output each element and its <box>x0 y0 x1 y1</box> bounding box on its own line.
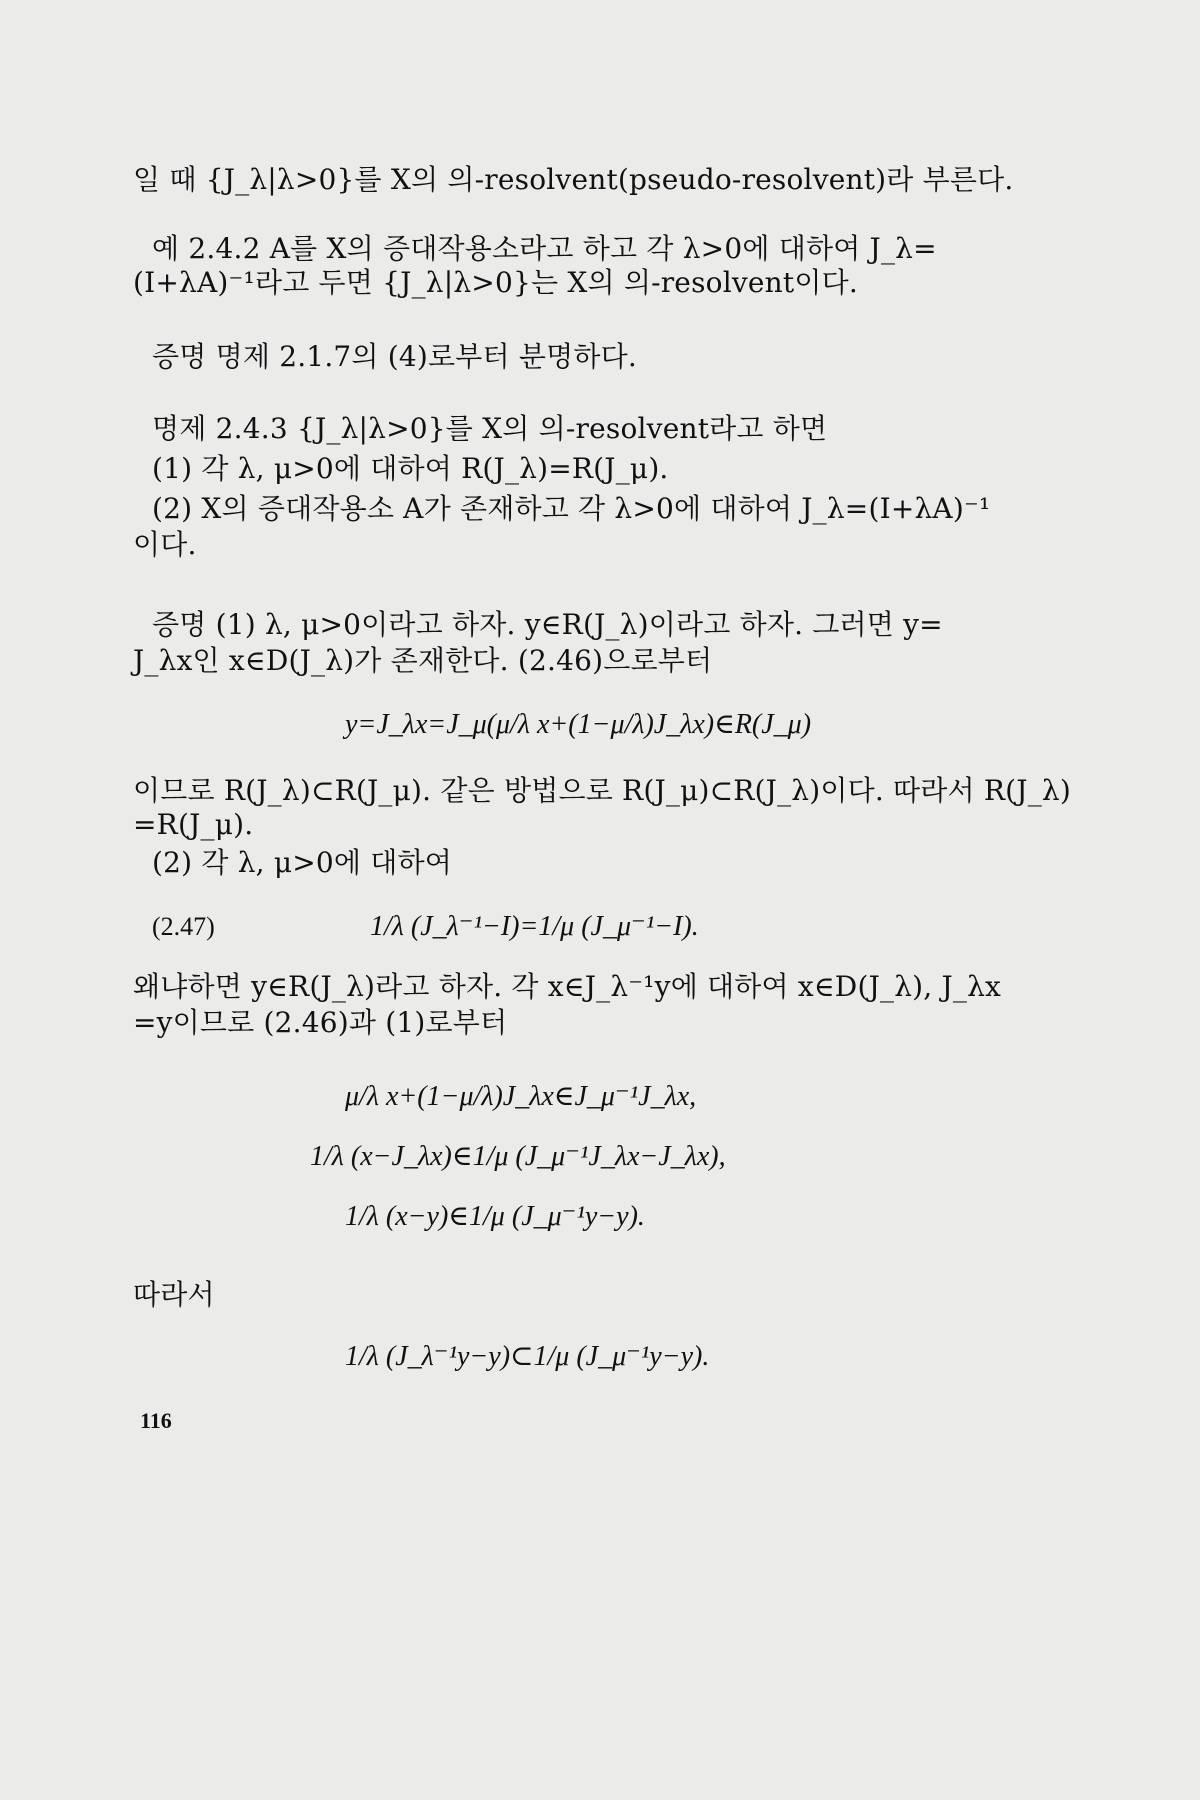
equation-2-47: 1/λ (J_λ⁻¹−I)=1/μ (J_μ⁻¹−I). <box>370 911 699 942</box>
text-line-1: 일 때 {J_λ|λ>0}를 X의 의-resolvent(pseudo-resolvent)라 부른다. <box>133 163 1014 196</box>
proof-line-4: =R(J_μ). <box>133 808 254 841</box>
equation-derivation-1: μ/λ x+(1−μ/λ)J_λx∈J_μ⁻¹J_λx, <box>345 1081 697 1112</box>
equation-number-2-47: (2.47) <box>152 912 215 941</box>
example-2-4-2-line-1: 예 2.4.2 A를 X의 증대작용소라고 하고 각 λ>0에 대하여 J_λ= <box>152 232 937 265</box>
proof-line-2: J_λx인 x∈D(J_λ)가 존재한다. (2.46)으로부터 <box>133 644 713 677</box>
equation-final-inclusion: 1/λ (J_λ⁻¹y−y)⊂1/μ (J_μ⁻¹y−y). <box>345 1341 710 1372</box>
equation-derivation-2: 1/λ (x−J_λx)∈1/μ (J_μ⁻¹J_λx−J_λx), <box>310 1141 726 1172</box>
equation-derivation-3: 1/λ (x−y)∈1/μ (J_μ⁻¹y−y). <box>345 1201 645 1232</box>
example-2-4-2-line-2: (I+λA)⁻¹라고 두면 {J_λ|λ>0}는 X의 의-resolvent이다. <box>133 266 858 299</box>
proposition-item-2: (2) X의 증대작용소 A가 존재하고 각 λ>0에 대하여 J_λ=(I+λA)⁻¹ <box>152 492 991 525</box>
proposition-item-1: (1) 각 λ, μ>0에 대하여 R(J_λ)=R(J_μ). <box>152 452 669 485</box>
proof-line-3: 이므로 R(J_λ)⊂R(J_μ). 같은 방법으로 R(J_μ)⊂R(J_λ)이다. 따라서 R(J_λ) <box>133 774 1072 807</box>
proof-line-7: =y이므로 (2.46)과 (1)로부터 <box>133 1006 508 1039</box>
proof-line-6: 왜냐하면 y∈R(J_λ)라고 하자. 각 x∈J_λ⁻¹y에 대하여 x∈D(J_λ), J_λx <box>133 970 1002 1003</box>
proposition-item-2-end: 이다. <box>133 528 197 561</box>
proof-example: 증명 명제 2.1.7의 (4)로부터 분명하다. <box>152 340 637 373</box>
page-number: 116 <box>140 1408 172 1433</box>
therefore-text: 따라서 <box>133 1278 215 1311</box>
proof-line-1: 증명 (1) λ, μ>0이라고 하자. y∈R(J_λ)이라고 하자. 그러면 y= <box>152 608 943 641</box>
proof-line-5: (2) 각 λ, μ>0에 대하여 <box>152 846 453 879</box>
proposition-2-4-3-header: 명제 2.4.3 {J_λ|λ>0}를 X의 의-resolvent라고 하면 <box>152 412 828 445</box>
equation-range-inclusion: y=J_λx=J_μ(μ/λ x+(1−μ/λ)J_λx)∈R(J_μ) <box>345 709 812 740</box>
